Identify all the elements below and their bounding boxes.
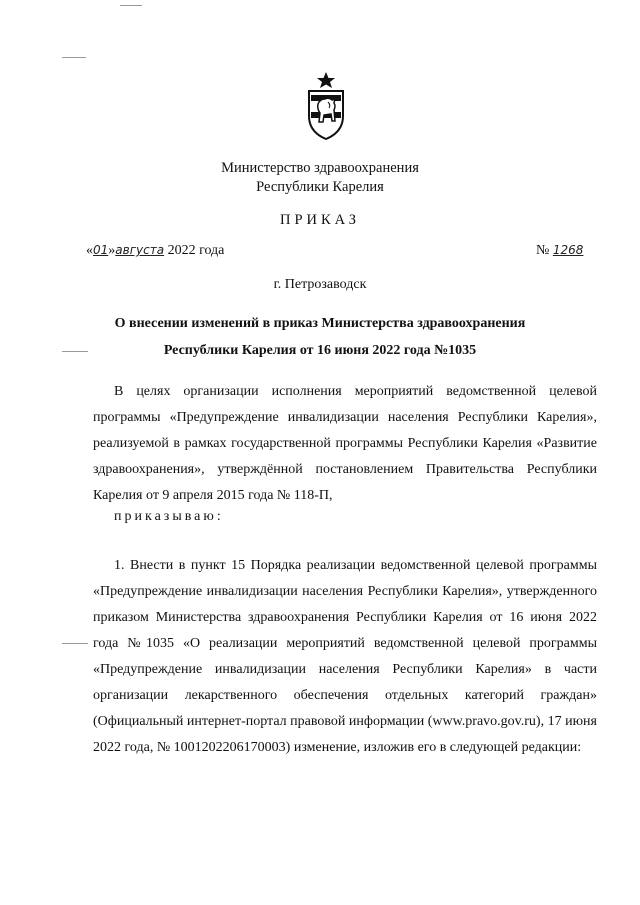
ministry-line1: Министерство здравоохранения bbox=[221, 160, 419, 176]
clause-1-text: 1. Внести в пункт 15 Порядка реализации ведомственной целевой программы «Предупреждение инвалидизации населения Республики Карелия», утвержденного приказом Министерства здравоохранения Республики Карелия от 16 июня 2022 года №1035 «О реализации мероприятий ведомственной целевой программы «Предупреждение инвалидизации населения Республики Карелия» в части организации лекарственного обеспечения отдельных категорий граждан» (Официальный интернет-портал правовой информации (www.pravo.gov.ru), 17 июня 2022 года, № 1001202206170003) изменение, изложив его в следующей редакции: bbox=[93, 558, 597, 755]
preamble-text: В целях организации исполнения мероприятий ведомственной целевой программы «Предупреждение инвалидизации населения Республики Карелия», реализуемой в рамках государственной программы Республики Карелия «Развитие здравоохранения», утверждённой постановлением Правительства Республики Карелия от 9 апреля 2015 года № 118-П, bbox=[93, 384, 597, 503]
city: г. Петрозаводск bbox=[273, 277, 367, 292]
coat-of-arms-icon bbox=[306, 72, 346, 140]
number-value-handwritten: 1268 bbox=[552, 243, 584, 257]
order-word: приказываю: bbox=[114, 509, 224, 524]
number-label: № bbox=[536, 243, 553, 258]
order-title: ПРИКАЗ bbox=[279, 212, 361, 228]
order-subject bbox=[0, 310, 640, 364]
date-quote-open: « bbox=[86, 243, 93, 258]
preamble-paragraph bbox=[93, 379, 597, 509]
subject-line2: Республики Карелия от 16 июня 2022 года №1035 bbox=[163, 343, 477, 358]
order-number bbox=[536, 243, 583, 259]
date-day-handwritten: 01 bbox=[93, 243, 109, 257]
scan-mark bbox=[62, 643, 88, 644]
date-month-handwritten: августа bbox=[115, 243, 165, 257]
clause-1-paragraph bbox=[93, 553, 597, 761]
ministry-name bbox=[0, 159, 640, 197]
order-date bbox=[86, 243, 224, 259]
subject-line1: О внесении изменений в приказ Министерства здравоохранения bbox=[114, 316, 526, 331]
ministry-line2: Республики Карелия bbox=[256, 179, 384, 195]
date-quote-close: » bbox=[108, 243, 116, 258]
scan-mark bbox=[120, 5, 142, 6]
date-year: 2022 года bbox=[164, 243, 225, 258]
scan-mark bbox=[62, 57, 86, 58]
